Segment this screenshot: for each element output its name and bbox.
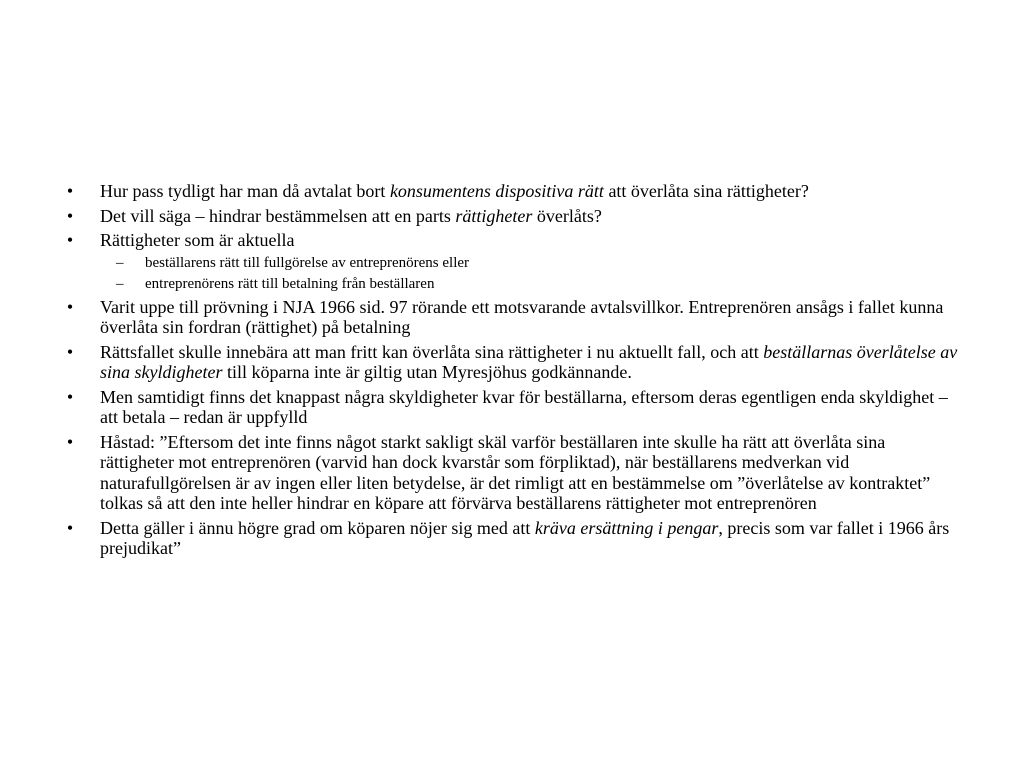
bullet-emphasis: beställarnas överlåtelse av sina skyldigheter [100,341,958,382]
bullet-marker: • [66,517,74,538]
bullet-text: Detta gäller i ännu högre grad om köparen nöjer sig med att [100,517,535,538]
bullet-emphasis: kräva ersättning i pengar [534,517,719,538]
bullet-text: Hur pass tydligt har man då avtalat bort [100,181,390,201]
sub-bullet-item [100,254,960,272]
bullet-text: överlåts? [532,205,602,226]
bullet-item [60,387,960,428]
bullet-item [60,230,960,293]
bullet-list [60,181,960,559]
bullet-marker: • [66,230,74,250]
bullet-text: till köparna inte är giltig utan Myresjöhus godkännande. [222,362,632,382]
bullet-marker: • [66,431,74,452]
bullet-text: , precis som var fallet i 1966 års prejudikat” [100,517,950,558]
sub-bullet-item [100,275,960,293]
bullet-item [60,342,960,383]
bullet-text: Rättsfallet skulle innebära att man fritt kan överlåta sina rättigheter i nu aktuellt fall, och att [100,341,764,362]
bullet-marker: • [66,181,74,201]
bullet-item [60,181,960,202]
bullet-item [60,432,960,514]
sub-bullet-marker: – [116,254,124,271]
bullet-text: Rättigheter som är aktuella [100,230,295,250]
sub-bullet-marker: – [116,275,124,292]
bullet-text: Håstad: ”Eftersom det inte finns något starkt sakligt skäl varför beställaren inte skulle ha rätt att överlåta sina rättigheter mot entreprenören (varvid han dock kvarstår som förpliktad), när beställarens medverkan vid naturafullgörelsen är av ingen eller liten betydelse, är det rimligt att en bestämmelse om ”överlåtelse av kontraktet” tolkas så att den inte heller hindrar en köpare att förvärva beställarens rättigheter mot entreprenören [100,431,931,513]
bullet-text: Varit uppe till prövning i NJA 1966 sid. 97 rörande ett motsvarande avtalsvillkor. Entreprenören ansågs i fallet kunna överlåta sin fordran (rättighet) på betalning [100,296,944,337]
sub-bullet-text: beställarens rätt till fullgörelse av entreprenörens eller [145,254,470,271]
bullet-emphasis: konsumentens dispositiva rätt [389,181,604,201]
bullet-text: Men samtidigt finns det knappast några skyldigheter kvar för beställarna, eftersom deras egentligen enda skyldighet – att betala – redan är uppfylld [100,386,948,427]
bullet-emphasis: rättigheter [455,205,533,226]
bullet-item [60,297,960,338]
sub-bullet-list [100,254,960,293]
bullet-text: Det vill säga – hindrar bestämmelsen att en parts [100,205,456,226]
bullet-marker: • [66,341,74,362]
bullet-marker: • [66,386,74,407]
bullet-text: att överlåta sina rättigheter? [603,181,809,201]
bullet-marker: • [66,205,74,226]
sub-bullet-text: entreprenörens rätt till betalning från beställaren [145,275,435,292]
bullet-item [60,518,960,559]
bullet-marker: • [66,296,74,317]
bullet-item [60,206,960,227]
slide-body [60,181,960,563]
